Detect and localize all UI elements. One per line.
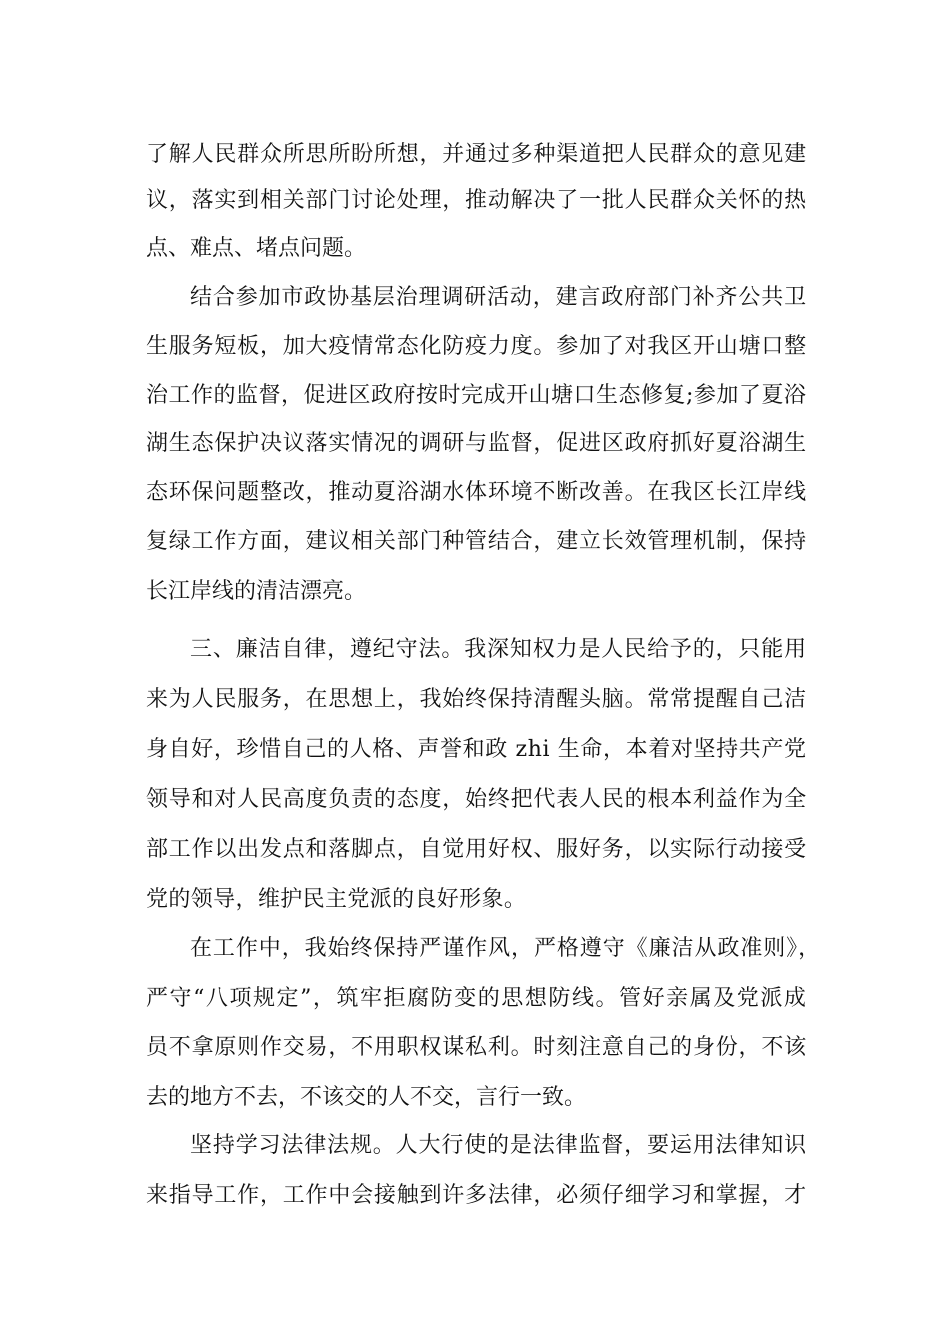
text-line: 治工作的监督，促进区政府按时完成开山塘口生态修复;参加了夏浴 <box>146 383 807 408</box>
text-line: 生服务短板，加大疫情常态化防疫力度。参加了对我区开山塘口整 <box>146 334 807 359</box>
text-line: 部工作以出发点和落脚点，自觉用好权、服好务，以实际行动接受 <box>146 837 807 862</box>
text-line: 复绿工作方面，建议相关部门种管结合，建立长效管理机制，保持 <box>146 529 807 554</box>
text-line: 去的地方不去，不该交的人不交，言行一致。 <box>146 1085 587 1110</box>
text-line: 在工作中，我始终保持严谨作风，严格遵守《廉洁从政准则》， <box>190 936 822 961</box>
text-line: 严守“八项规定”，筑牢拒腐防变的思想防线。管好亲属及党派成 <box>146 986 808 1011</box>
text-line: 长江岸线的清洁漂亮。 <box>146 579 367 604</box>
text-line: 态环保问题整改，推动夏浴湖水体环境不断改善。在我区长江岸线 <box>146 480 807 505</box>
text-line: 三、廉洁自律，遵纪守法。我深知权力是人民给予的，只能用 <box>190 637 807 662</box>
text-line: 坚持学习法律法规。人大行使的是法律监督，要运用法律知识 <box>190 1133 807 1158</box>
text-line: 员不拿原则作交易，不用职权谋私利。时刻注意自己的身份，不该 <box>146 1035 807 1060</box>
text-line: 来为人民服务，在思想上，我始终保持清醒头脑。常常提醒自己洁 <box>146 687 807 712</box>
text-line: 身自好，珍惜自己的人格、声誉和政 zhi 生命，本着对坚持共产党 <box>146 737 807 762</box>
text-line: 来指导工作，工作中会接触到许多法律，必须仔细学习和掌握，才 <box>146 1183 807 1208</box>
text-line: 议，落实到相关部门讨论处理，推动解决了一批人民群众关怀的热 <box>146 188 807 213</box>
text-line: 结合参加市政协基层治理调研活动，建言政府部门补齐公共卫 <box>190 285 807 310</box>
text-line: 领导和对人民高度负责的态度，始终把代表人民的根本利益作为全 <box>146 787 807 812</box>
text-line: 点、难点、堵点问题。 <box>146 236 367 261</box>
text-line: 了解人民群众所思所盼所想，并通过多种渠道把人民群众的意见建 <box>146 142 807 167</box>
text-line: 党的领导，维护民主党派的良好形象。 <box>146 887 527 912</box>
text-line: 湖生态保护决议落实情况的调研与监督，促进区政府抓好夏浴湖生 <box>146 431 807 456</box>
